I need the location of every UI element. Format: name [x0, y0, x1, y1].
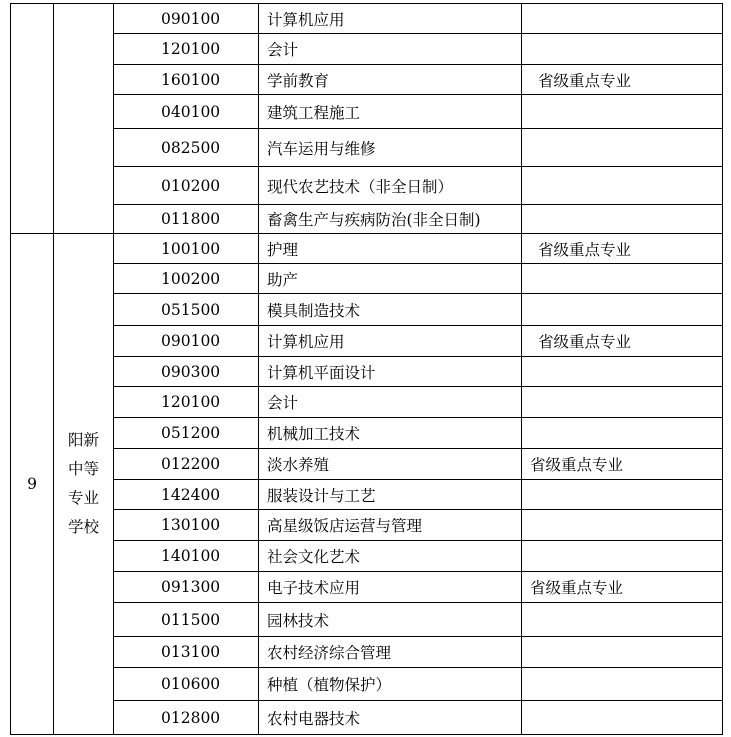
table-row: [11, 205, 723, 234]
major-name: 农村经济综合管理: [259, 637, 522, 668]
table-row: [11, 541, 723, 572]
major-name: 建筑工程施工: [259, 95, 522, 129]
table-row: [11, 264, 723, 294]
school-name-line: 中等: [67, 460, 99, 478]
table-row: [11, 95, 723, 129]
major-note: [522, 129, 723, 167]
table-row: [11, 572, 723, 603]
major-name: 机械加工技术: [259, 418, 522, 449]
major-note: [522, 668, 723, 701]
major-note: [522, 95, 723, 129]
table-row: [11, 449, 723, 480]
table-row: [11, 637, 723, 668]
major-note: [522, 264, 723, 294]
major-code: 010200: [114, 167, 259, 205]
school-name: [54, 234, 114, 735]
major-code: 160100: [114, 65, 259, 95]
index-cell-empty: [11, 4, 54, 234]
table-row: [11, 418, 723, 449]
major-note: 省级重点专业: [522, 572, 723, 603]
major-name: 现代农艺技术（非全日制）: [259, 167, 522, 205]
major-code: 130100: [114, 510, 259, 541]
major-code: 142400: [114, 480, 259, 510]
table-row: [11, 603, 723, 637]
major-name: 会计: [259, 387, 522, 418]
table-row: [11, 510, 723, 541]
major-code: 012200: [114, 449, 259, 480]
school-index: 9: [11, 234, 54, 735]
major-name: 电子技术应用: [259, 572, 522, 603]
major-code: 040100: [114, 95, 259, 129]
school-name-line: 阳新: [67, 431, 99, 449]
major-name: 计算机平面设计: [259, 357, 522, 387]
major-code: 012800: [114, 701, 259, 735]
major-note: [522, 167, 723, 205]
major-code: 100100: [114, 234, 259, 264]
table-row: [11, 701, 723, 735]
table-row: [11, 357, 723, 387]
major-code: 120100: [114, 34, 259, 65]
major-note: [522, 4, 723, 34]
major-note: [522, 387, 723, 418]
table-row: [11, 129, 723, 167]
major-note: [522, 701, 723, 735]
major-code: 011500: [114, 603, 259, 637]
major-name: 计算机应用: [259, 326, 522, 357]
major-note: [522, 510, 723, 541]
major-name: 园林技术: [259, 603, 522, 637]
major-note: 省级重点专业: [522, 65, 723, 95]
major-name: 农村电器技术: [259, 701, 522, 735]
major-name: 淡水养殖: [259, 449, 522, 480]
major-note: 省级重点专业: [522, 326, 723, 357]
table-row: [11, 65, 723, 95]
major-code: 090100: [114, 326, 259, 357]
major-name: 会计: [259, 34, 522, 65]
table-row: [11, 387, 723, 418]
major-note: [522, 34, 723, 65]
major-name: 学前教育: [259, 65, 522, 95]
major-name: 服装设计与工艺: [259, 480, 522, 510]
school-name-line: 学校: [67, 518, 99, 536]
major-name: 护理: [259, 234, 522, 264]
major-table: [10, 3, 723, 735]
major-note: 省级重点专业: [522, 449, 723, 480]
major-code: 082500: [114, 129, 259, 167]
major-code: 091300: [114, 572, 259, 603]
major-note: [522, 357, 723, 387]
major-code: 010600: [114, 668, 259, 701]
major-code: 120100: [114, 387, 259, 418]
major-name: 畜禽生产与疾病防治(非全日制): [259, 205, 522, 234]
major-code: 140100: [114, 541, 259, 572]
major-note: [522, 205, 723, 234]
table-row: [11, 4, 723, 34]
major-note: [522, 418, 723, 449]
major-note: [522, 603, 723, 637]
major-code: 013100: [114, 637, 259, 668]
major-code: 011800: [114, 205, 259, 234]
major-note: [522, 637, 723, 668]
major-note: 省级重点专业: [522, 234, 723, 264]
major-code: 051500: [114, 294, 259, 326]
table-row: [11, 480, 723, 510]
major-code: 051200: [114, 418, 259, 449]
major-code: 100200: [114, 264, 259, 294]
table-row: [11, 234, 723, 264]
table-row: [11, 34, 723, 65]
major-name: 种植（植物保护）: [259, 668, 522, 701]
major-name: 社会文化艺术: [259, 541, 522, 572]
school-name-line: 专业: [67, 489, 99, 507]
table-row: [11, 167, 723, 205]
major-note: [522, 480, 723, 510]
major-code: 090100: [114, 4, 259, 34]
major-note: [522, 541, 723, 572]
table-row: [11, 326, 723, 357]
school-cell-empty: [54, 4, 114, 234]
table-row: [11, 668, 723, 701]
table-row: [11, 294, 723, 326]
major-name: 计算机应用: [259, 4, 522, 34]
major-note: [522, 294, 723, 326]
major-name: 助产: [259, 264, 522, 294]
major-name: 模具制造技术: [259, 294, 522, 326]
major-code: 090300: [114, 357, 259, 387]
major-name: 汽车运用与维修: [259, 129, 522, 167]
major-name: 高星级饭店运营与管理: [259, 510, 522, 541]
